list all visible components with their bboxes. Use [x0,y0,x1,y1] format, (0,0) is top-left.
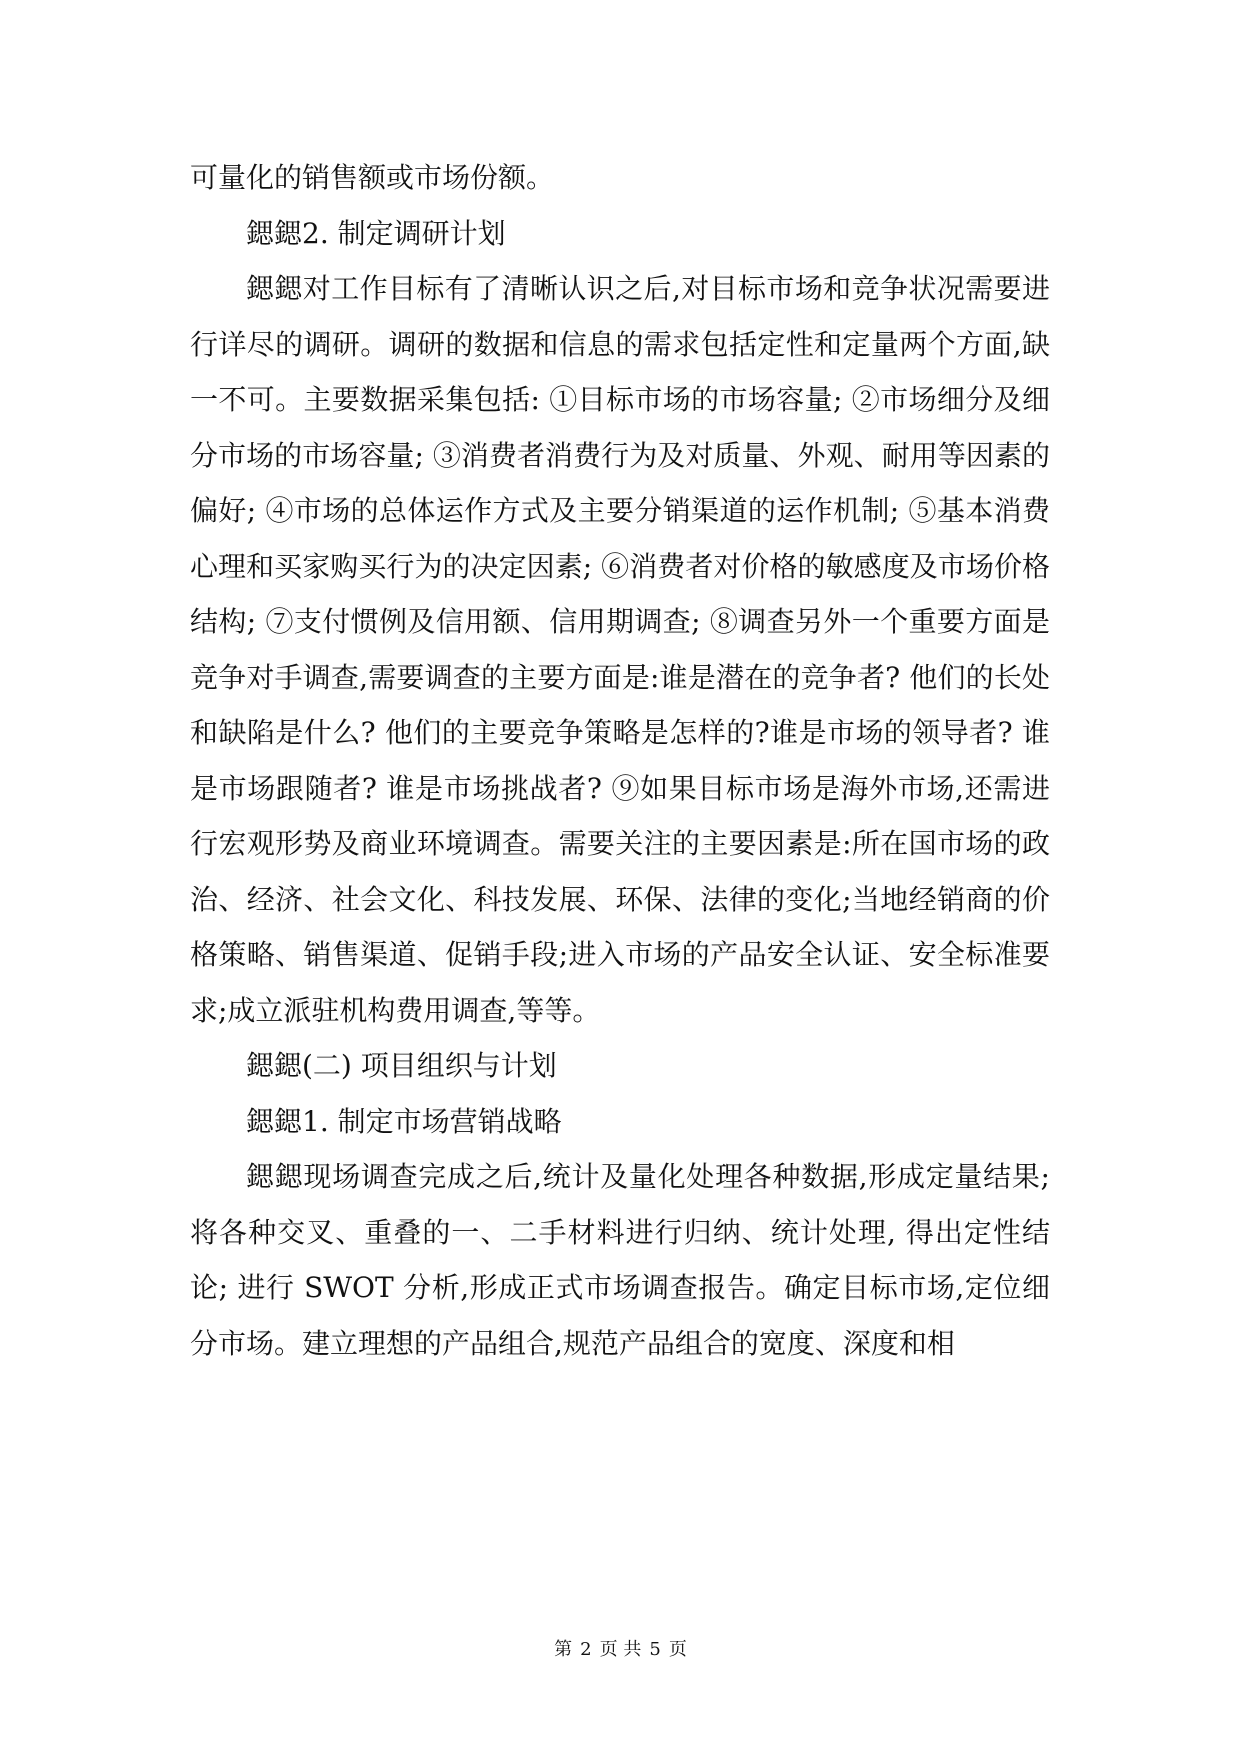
paragraph-2: 鍶鍶2. 制定调研计划 [246,216,506,250]
footer-page-number: 2 [580,1639,592,1660]
paragraph-3: 鍶鍶对工作目标有了清晰认识之后,对目标市场和竞争状况需要进行详尽的调研。调研的数据和信息的需求包括定性和定量两个方面,缺一不可。主要数据采集包括: ①目标市场的市场容量; ②市场细分及细分市场的市场容量; ③消费者消费行为及对质量、外观、耐用等因素的偏好; ④市场的总体运作方式及主要分销渠道的运作机制; ⑤基本消费心理和买家购买行为的决定因素; ⑥消费者对价格的敏感度及市场价格结构; ⑦支付惯例及信用额、信用期调查; ⑧调查另外一个重要方面是竞争对手调查,需要调查的主要方面是:谁是潜在的竞争者? 他们的长处和缺陷是什么? 他们的主要竞争策略是怎样的?谁是市场的领导者? 谁是市场跟随者? 谁是市场挑战者? ⑨如果目标市场是海外市场,还需进行宏观形势及商业环境调查。需要关注的主要因素是:所在国市场的政治、经济、社会文化、科技发展、环保、法律的变化;当地经销商的价格策略、销售渠道、促销手段;进入市场的产品安全认证、安全标准要求;成立派驻机构费用调查,等等。 [190,272,1050,1027]
paragraph-1: 可量化的销售额或市场份额。 [190,161,555,194]
paragraph-5: 鍶鍶1. 制定市场营销战略 [246,1104,562,1138]
footer-middle: 页 共 [599,1639,642,1660]
footer-prefix: 第 [554,1639,573,1660]
paragraph-6: 鍶鍶现场调查完成之后,统计及量化处理各种数据,形成定量结果;将各种交叉、重叠的一、二手材料进行归纳、统计处理, 得出定性结论; 进行 SWOT 分析,形成正式市场调查报告。确定目标市场,定位细分市场。建立理想的产品组合,规范产品组合的宽度、深度和相 [190,1160,1050,1360]
footer-suffix: 页 [668,1639,687,1660]
footer-total-pages: 5 [649,1639,661,1660]
paragraph-4: 鍶鍶(二) 项目组织与计划 [246,1049,557,1082]
page-footer [0,1638,1241,1662]
document-body [190,150,1050,1371]
